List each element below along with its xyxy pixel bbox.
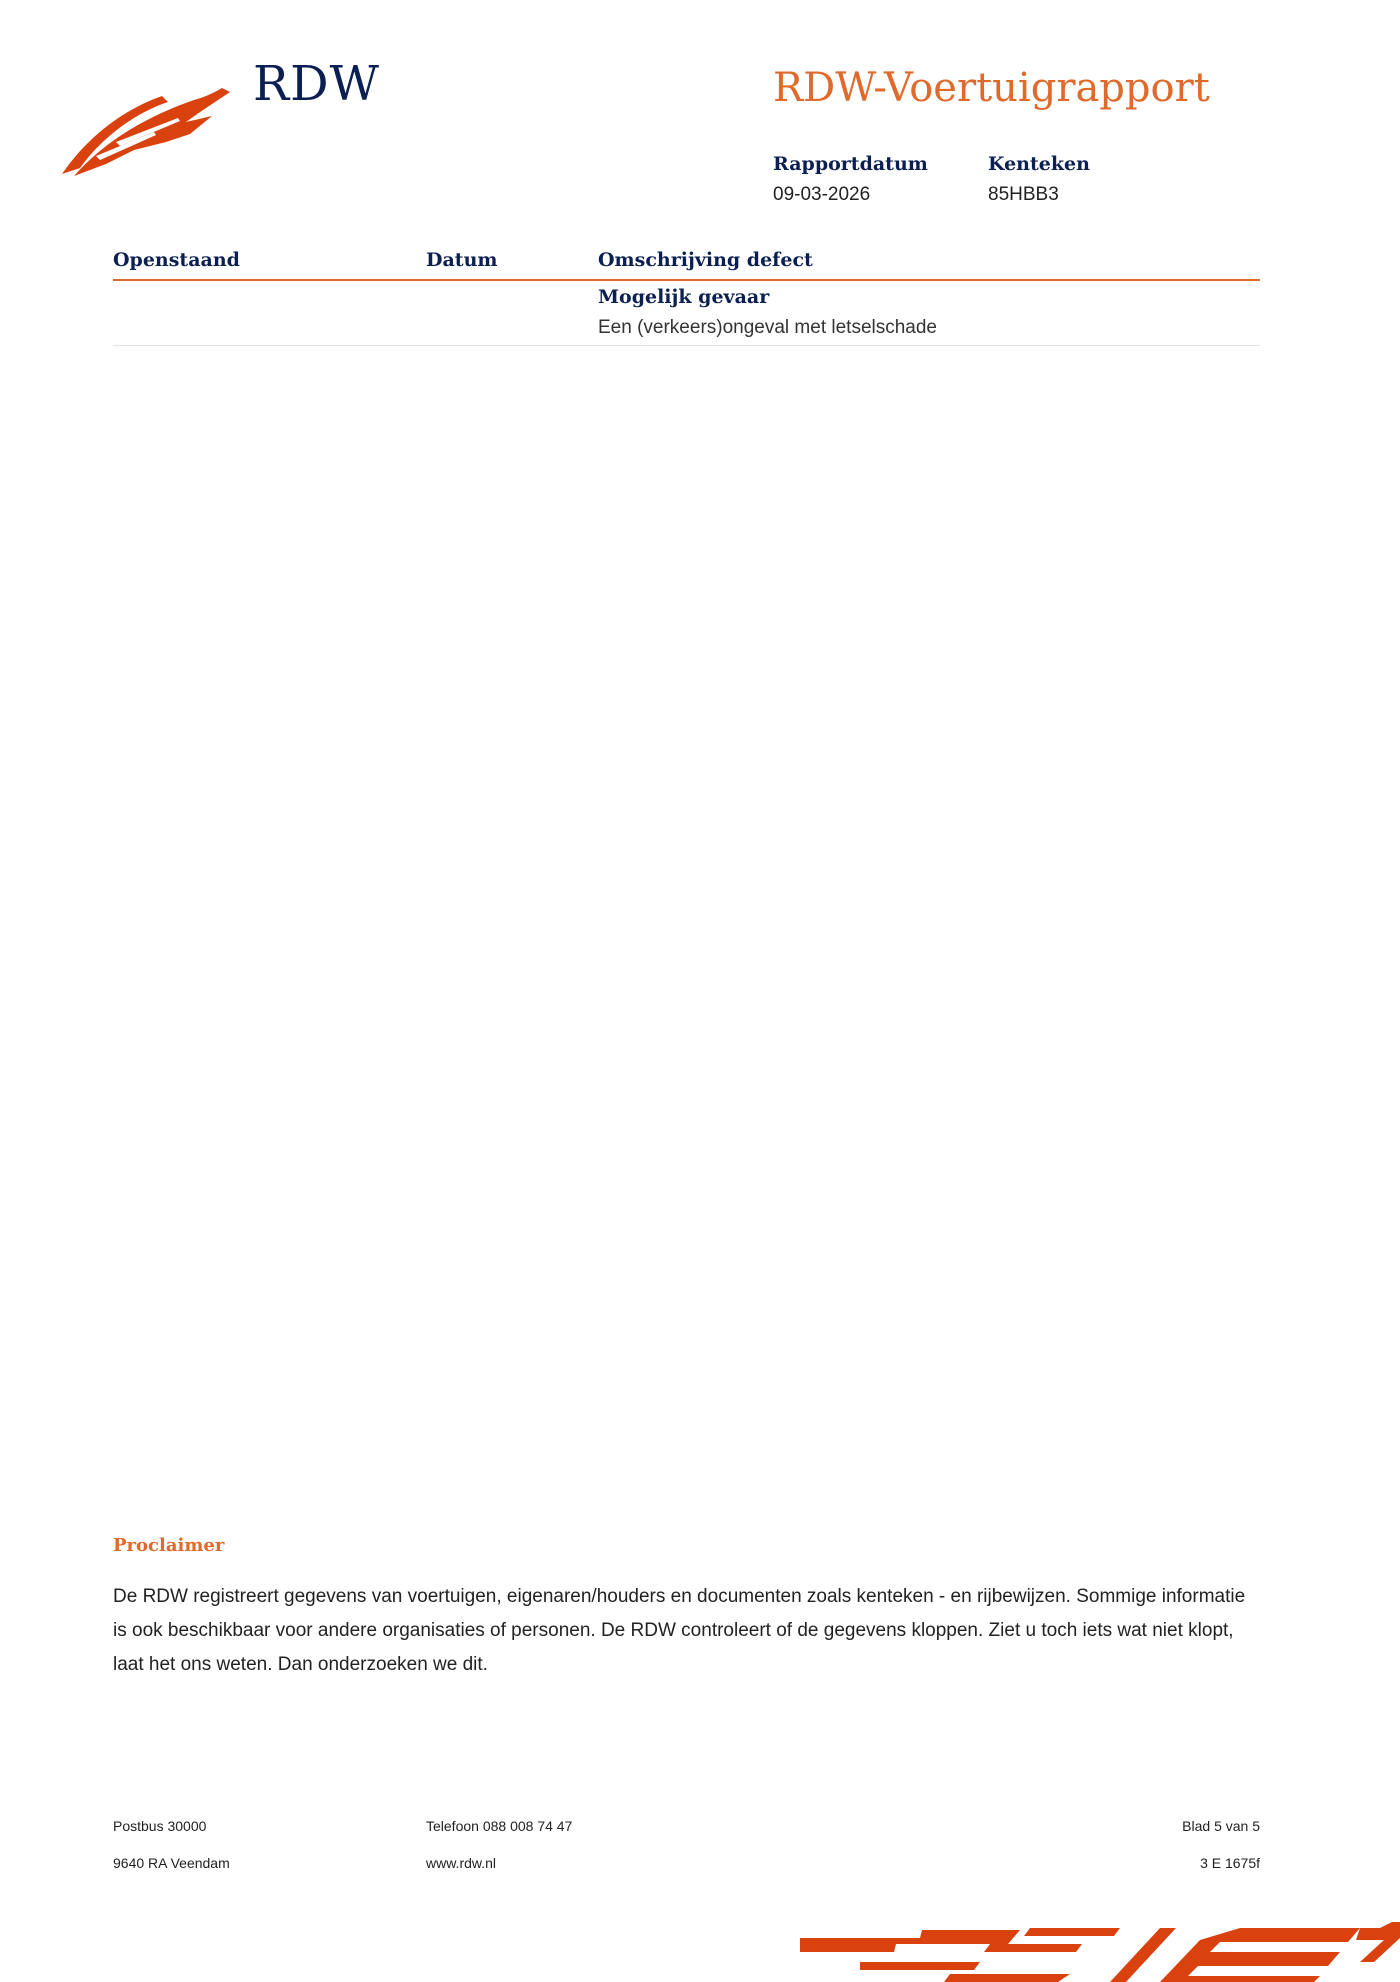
- rdw-stripes-icon: [800, 1922, 1400, 1982]
- footer-address-line1: Postbus 30000: [113, 1818, 207, 1834]
- table-header: [113, 249, 1260, 281]
- report-date-label: Rapportdatum: [773, 153, 928, 175]
- defect-description: Een (verkeers)ongeval met letselschade: [598, 317, 938, 338]
- table-row: [113, 281, 1260, 346]
- footer-phone: Telefoon 088 008 74 47: [426, 1818, 573, 1834]
- column-header-datum: Datum: [426, 249, 498, 271]
- report-date-value: 09-03-2026: [773, 184, 871, 205]
- logo-text: RDW: [253, 56, 380, 112]
- license-plate-value: 85HBB3: [988, 184, 1059, 205]
- footer-document-code: 3 E 1675f: [1200, 1855, 1260, 1871]
- proclaimer-title: Proclaimer: [113, 1535, 225, 1556]
- footer-page-number: Blad 5 van 5: [1182, 1818, 1260, 1834]
- defect-heading: Mogelijk gevaar: [598, 286, 770, 308]
- footer-address-line2: 9640 RA Veendam: [113, 1855, 230, 1871]
- report-title: RDW-Voertuigrapport: [773, 65, 1210, 111]
- footer-website[interactable]: www.rdw.nl: [426, 1855, 497, 1871]
- column-header-openstaand: Openstaand: [113, 249, 240, 271]
- proclaimer-text: De RDW registreert gegevens van voertuigen, eigenaren/houders en documenten zoals kenteken - en rijbewijzen. Sommige informatie is ook beschikbaar voor andere organisaties of personen. De RDW controleert of de gegevens kloppen. Ziet u toch iets wat niet klopt, laat het ons weten. Dan onderzoeken we dit.: [113, 1586, 1246, 1675]
- license-plate-label: Kenteken: [988, 153, 1090, 175]
- column-header-omschrijving: Omschrijving defect: [598, 249, 813, 271]
- defects-table: [113, 249, 1260, 346]
- rdw-logo-icon: [62, 82, 230, 178]
